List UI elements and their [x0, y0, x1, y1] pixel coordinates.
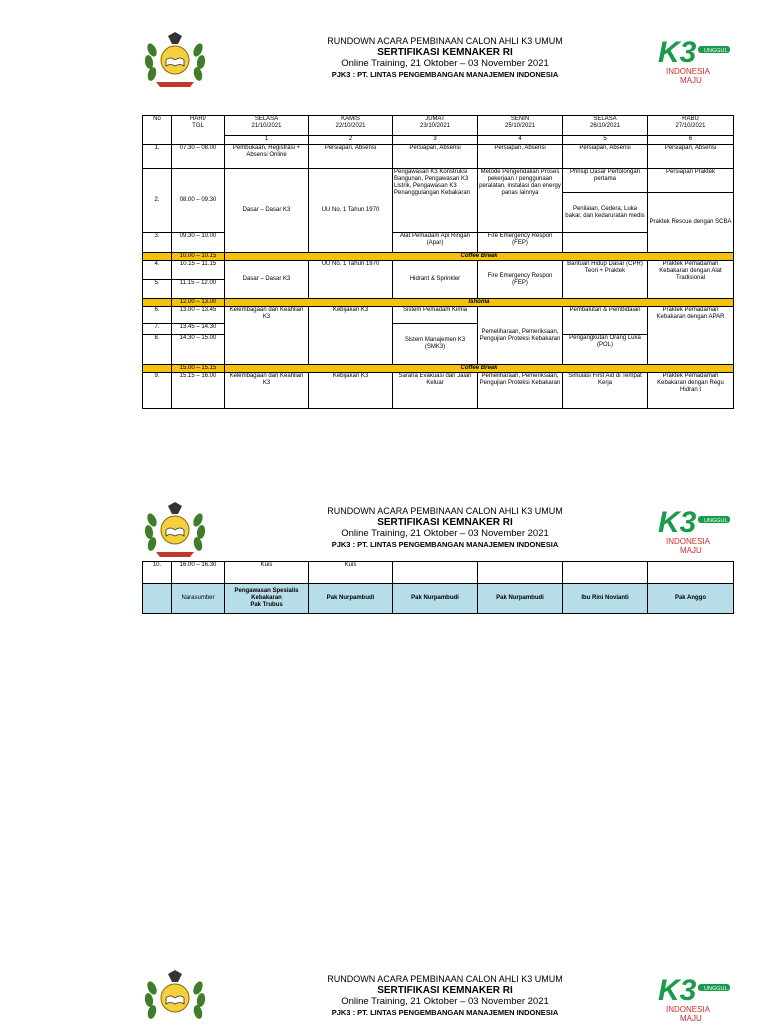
break-label: Coffee Break [225, 365, 734, 373]
session-cell: Sistem Manajemen K3 (SMK3) [393, 324, 478, 365]
speaker-cell: Pak Nurpambudi [478, 584, 563, 614]
speaker-cell: Pak Anggo [648, 584, 734, 614]
table-row [143, 373, 734, 409]
day-num-5: 5 [563, 136, 648, 145]
header-pjk3: PJK3 : PT. LINTAS PENGEMBANGAN MANAJEMEN INDONESIA [331, 540, 559, 549]
svg-text:MAJU: MAJU [680, 546, 702, 555]
k3-unggul-logo [654, 970, 734, 1025]
row-time: 08.00 – 09.30 [172, 169, 225, 233]
session-cell: UU No. 1 Tahun 1970 [309, 261, 393, 299]
k3-unggul-logo [654, 32, 734, 87]
session-cell: Kebijakan K3 [309, 373, 393, 409]
header-text [240, 974, 650, 1018]
session-cell: Prinsip Dasar Pertolongan pertama [563, 169, 648, 193]
col-header-hari: HARI/ TGL [172, 116, 225, 145]
session-cell: Pemeliharaan, Pemeriksaan, Pengujian Proteksi Kebakaran [478, 307, 563, 365]
session-cell [393, 562, 478, 584]
svg-text:K3: K3 [658, 974, 697, 1007]
narasumber-label: Narasumber [172, 584, 225, 614]
break-time: 10.00 – 10.15 [172, 253, 225, 261]
break-row [143, 365, 734, 373]
page-header-2 [0, 500, 768, 560]
speaker-cell: Pengawasan Spesialis Kebakaran Pak Trubus [225, 584, 309, 614]
break-no [143, 299, 172, 307]
row-no: 6. [143, 307, 172, 324]
header-dates: Online Training, 21 Oktober – 03 November 2021 [341, 528, 549, 539]
schedule-table-continued [142, 561, 734, 614]
session-cell: Persiapan Praktek [648, 169, 734, 193]
speaker-cell: Pak Nurpambudi [393, 584, 478, 614]
header-dates: Online Training, 21 Oktober – 03 November 2021 [341, 996, 549, 1007]
svg-text:K3: K3 [658, 506, 697, 539]
session-cell: Pembalutan & Pembidaian [563, 307, 648, 335]
session-cell: Alat Pemadam Api Ringan (Apar) [393, 233, 478, 253]
col-header-day-1: SELASA 21/10/2021 [225, 116, 309, 136]
row-no: 1. [143, 145, 172, 169]
session-cell: UU No. 1 Tahun 1970 [309, 169, 393, 253]
row-no: 3. [143, 233, 172, 253]
session-cell: Kuis [309, 562, 393, 584]
session-cell: Metode Pengendalian Proses pekerjaan / penggunaan peralatan, instalasi dan energy panas lainnya [478, 169, 563, 233]
session-cell: Penilaian, Cedera, Luka bakar, dan kedaruratan medis [563, 193, 648, 233]
session-cell: Kuis [225, 562, 309, 584]
break-row [143, 253, 734, 261]
session-cell [478, 562, 563, 584]
table-row [143, 307, 734, 324]
svg-text:UNGGUL: UNGGUL [704, 986, 728, 992]
row-time: 07.30 – 08.00 [172, 145, 225, 169]
svg-text:UNGGUL: UNGGUL [704, 518, 728, 524]
row-no: 4. [143, 261, 172, 280]
session-cell [563, 562, 648, 584]
svg-text:INDONESIA: INDONESIA [666, 537, 711, 546]
break-time: 12.00 – 13.00 [172, 299, 225, 307]
session-cell: Kelembagaan dan Keahlian K3 [225, 307, 309, 365]
break-label: Coffee Break [225, 253, 734, 261]
session-cell: Hidrant & Sprinkler [393, 261, 478, 299]
session-cell: Fire Emergency Respon (FEP) [478, 261, 563, 299]
table-row [143, 562, 734, 584]
row-no: 10. [143, 562, 172, 584]
svg-text:UNGGUL: UNGGUL [704, 48, 728, 54]
k3-unggul-logo [654, 502, 734, 557]
session-cell: Pengawasan K3 Konstruksi Bangunan, Pengawasan K3 Listrik, Pengawasan K3 Penanggulangan Kebakaran [393, 169, 478, 233]
session-cell: Bantuan Hidup Dasar (CPR) Teori + Praktek [563, 261, 648, 299]
session-cell: Persiapan, Absensi [393, 145, 478, 169]
session-cell: Kebijakan K3 [309, 307, 393, 365]
col-header-day-3: JUMAT 23/10/2021 [393, 116, 478, 136]
table-row [143, 145, 734, 169]
header-subtitle: SERTIFIKASI KEMNAKER RI [377, 517, 513, 528]
session-cell: Kelembagaan dan Keahlian K3 [225, 373, 309, 409]
row-no: 9. [143, 373, 172, 409]
row-no: 2. [143, 169, 172, 233]
svg-text:MAJU: MAJU [680, 76, 702, 85]
header-title: RUNDOWN ACARA PEMBINAAN CALON AHLI K3 UMUM [327, 974, 563, 984]
break-no [143, 253, 172, 261]
speaker-cell: Pak Nurpambudi [309, 584, 393, 614]
session-cell: Praktek Pemadaman Kebakaran dengan Alat Tradisional [648, 261, 734, 299]
session-cell: Persiapan, Absensi [309, 145, 393, 169]
break-no [143, 365, 172, 373]
session-cell: Praktek Rescue dengan SCBA [648, 193, 734, 253]
session-cell [563, 233, 648, 253]
row-no [143, 584, 172, 614]
row-time: 10.15 – 11.15 [172, 261, 225, 280]
narasumber-row [143, 584, 734, 614]
day-num-6: 6 [648, 136, 734, 145]
header-subtitle: SERTIFIKASI KEMNAKER RI [377, 47, 513, 58]
header-title: RUNDOWN ACARA PEMBINAAN CALON AHLI K3 UMUM [327, 36, 563, 46]
header-text [240, 506, 650, 550]
session-cell: Pembukaan, Registrasi + Absensi Online [225, 145, 309, 169]
svg-text:INDONESIA: INDONESIA [666, 67, 711, 76]
row-time: 14.30 – 15.00 [172, 335, 225, 365]
col-header-day-5: SELASA 26/10/2021 [563, 116, 648, 136]
session-cell: Pengangkutan Orang Luka (POL) [563, 335, 648, 365]
speaker-cell: Ibu Rini Novianti [563, 584, 648, 614]
day-num-3: 3 [393, 136, 478, 145]
row-time: 13.45 – 14.30 [172, 324, 225, 335]
session-cell: Praktek Pemadaman Kebakaran dengan Regu Hidran t [648, 373, 734, 409]
col-header-no: No [143, 116, 172, 145]
header-dates: Online Training, 21 Oktober – 03 November 2021 [341, 58, 549, 69]
lpmi-emblem-logo [140, 30, 210, 90]
svg-text:MAJU: MAJU [680, 1014, 702, 1023]
session-cell: Pemeliharaan, Pemeriksaan, Pengujian Proteksi Kebakaran [478, 373, 563, 409]
session-cell: Sarana Evakuasi dan Jalan Keluar [393, 373, 478, 409]
header-title: RUNDOWN ACARA PEMBINAAN CALON AHLI K3 UMUM [327, 506, 563, 516]
row-time: 16.00 – 16.30 [172, 562, 225, 584]
table-row [143, 169, 734, 193]
row-no: 5. [143, 280, 172, 299]
break-time: 15.00 – 15.15 [172, 365, 225, 373]
header-subtitle: SERTIFIKASI KEMNAKER RI [377, 985, 513, 996]
schedule-table [142, 115, 734, 409]
row-time: 09.30 – 10.00 [172, 233, 225, 253]
header-pjk3: PJK3 : PT. LINTAS PENGEMBANGAN MANAJEMEN INDONESIA [331, 1008, 559, 1017]
day-num-1: 1 [225, 136, 309, 145]
col-header-day-2: KAMIS 22/10/2021 [309, 116, 393, 136]
row-no: 8. [143, 335, 172, 365]
session-cell: Sistem Pemadam Kimia [393, 307, 478, 324]
header-text [240, 36, 650, 80]
session-cell: Persiapan, Absensi [478, 145, 563, 169]
row-time: 13.00 – 13.45 [172, 307, 225, 324]
row-no: 7. [143, 324, 172, 335]
session-cell [648, 562, 734, 584]
session-cell: Dasar – Dasar K3 [225, 261, 309, 299]
page-header-3 [0, 968, 768, 1028]
day-num-4: 4 [478, 136, 563, 145]
session-cell: Simulasi First Aid di Tempat Kerja [563, 373, 648, 409]
table-row [143, 261, 734, 280]
row-time: 11.15 – 12.00 [172, 280, 225, 299]
lpmi-emblem-logo [140, 968, 210, 1028]
header-pjk3: PJK3 : PT. LINTAS PENGEMBANGAN MANAJEMEN INDONESIA [331, 70, 559, 79]
session-cell: Dasar – Dasar K3 [225, 169, 309, 253]
page-header-1 [0, 30, 768, 90]
day-num-2: 2 [309, 136, 393, 145]
row-time: 15.15 – 16.00 [172, 373, 225, 409]
svg-text:K3: K3 [658, 36, 697, 69]
lpmi-emblem-logo [140, 500, 210, 560]
session-cell: Persiapan, Absensi [563, 145, 648, 169]
session-cell: Praktek Pemadaman Kebakaran dengan APAR [648, 307, 734, 365]
col-header-day-4: SENIN 25/10/2021 [478, 116, 563, 136]
col-header-day-6: RABU 27/10/2021 [648, 116, 734, 136]
break-row [143, 299, 734, 307]
break-label: Ishoma [225, 299, 734, 307]
svg-text:INDONESIA: INDONESIA [666, 1005, 711, 1014]
session-cell: Fire Emergency Respon (FEP) [478, 233, 563, 253]
session-cell: Persiapan, Absensi [648, 145, 734, 169]
